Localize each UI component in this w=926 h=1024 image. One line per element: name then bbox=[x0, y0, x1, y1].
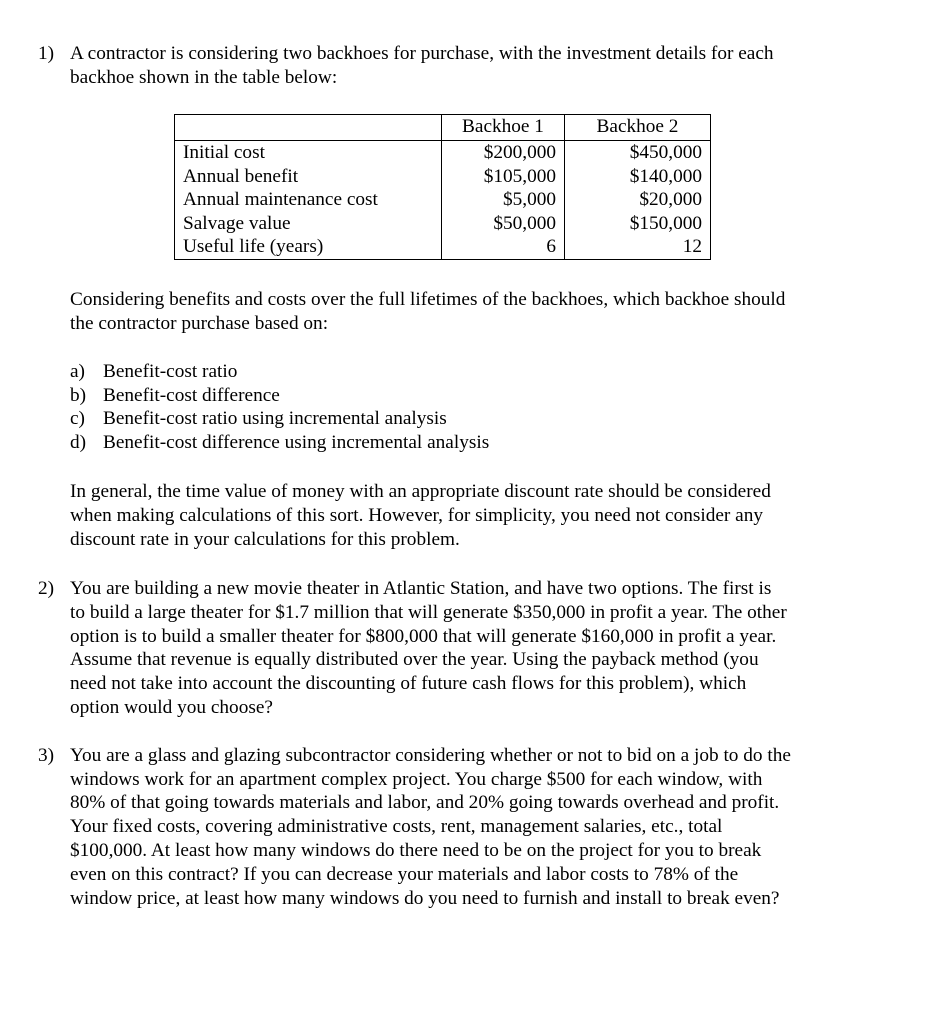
question-text-line: windows work for an apartment complex project. You charge $500 for each window, with bbox=[70, 769, 763, 790]
table-cell-value: $5,000 bbox=[442, 188, 565, 212]
option-text: Benefit-cost difference using incremental analysis bbox=[103, 432, 490, 453]
question-text-line: $100,000. At least how many windows do there need to be on the project for you to break bbox=[70, 840, 762, 861]
table-cell-value: 6 bbox=[442, 235, 565, 259]
option-label: a) bbox=[70, 361, 85, 382]
table-row bbox=[175, 212, 711, 236]
table-cell-label: Useful life (years) bbox=[175, 235, 442, 259]
table-row bbox=[175, 235, 711, 259]
note-text-line: when making calculations of this sort. However, for simplicity, you need not consider any bbox=[70, 505, 764, 526]
option-label: b) bbox=[70, 385, 87, 406]
option-label: d) bbox=[70, 432, 87, 453]
question-text-line: Considering benefits and costs over the full lifetimes of the backhoes, which backhoe should bbox=[70, 289, 786, 310]
note-text-line: discount rate in your calculations for this problem. bbox=[70, 529, 460, 550]
table-row bbox=[175, 188, 711, 212]
question-text-line: window price, at least how many windows do you need to furnish and install to break even? bbox=[70, 888, 780, 909]
table-cell-value: $150,000 bbox=[565, 212, 711, 236]
table-cell-label: Annual maintenance cost bbox=[175, 188, 442, 212]
option-text: Benefit-cost ratio using incremental analysis bbox=[103, 408, 447, 429]
question-text-line: Assume that revenue is equally distributed over the year. Using the payback method (you bbox=[70, 649, 759, 670]
question-text-line: Your fixed costs, covering administrative costs, rent, management salaries, etc., total bbox=[70, 816, 723, 837]
backhoe-table bbox=[174, 114, 711, 260]
table-cell-value: 12 bbox=[565, 235, 711, 259]
table-cell-value: $50,000 bbox=[442, 212, 565, 236]
question-text-line: to build a large theater for $1.7 million that will generate $350,000 in profit a year. The other bbox=[70, 602, 787, 623]
question-text-line: backhoe shown in the table below: bbox=[70, 67, 338, 88]
table-header-row bbox=[175, 115, 711, 141]
note-text-line: In general, the time value of money with an appropriate discount rate should be considered bbox=[70, 481, 771, 502]
question-number: 3) bbox=[38, 745, 55, 766]
question-text-line: 80% of that going towards materials and labor, and 20% going towards overhead and profit. bbox=[70, 792, 780, 813]
question-text-line: need not take into account the discounting of future cash flows for this problem), which bbox=[70, 673, 747, 694]
table-header-cell bbox=[175, 115, 442, 141]
table-header-cell: Backhoe 2 bbox=[565, 115, 711, 141]
table-cell-value: $450,000 bbox=[565, 141, 711, 165]
question-number: 2) bbox=[38, 578, 55, 599]
question-text-line: the contractor purchase based on: bbox=[70, 313, 329, 334]
table-cell-value: $140,000 bbox=[565, 165, 711, 189]
table-cell-value: $200,000 bbox=[442, 141, 565, 165]
table-cell-value: $20,000 bbox=[565, 188, 711, 212]
question-text-line: A contractor is considering two backhoes for purchase, with the investment details for each bbox=[70, 43, 774, 64]
table-cell-label: Annual benefit bbox=[175, 165, 442, 189]
question-text-line: option is to build a smaller theater for $800,000 that will generate $160,000 in profit a year. bbox=[70, 626, 777, 647]
question-text-line: even on this contract? If you can decrease your materials and labor costs to 78% of the bbox=[70, 864, 739, 885]
table-cell-label: Initial cost bbox=[175, 141, 442, 165]
question-text-line: You are building a new movie theater in Atlantic Station, and have two options. The first is bbox=[70, 578, 772, 599]
table-cell-value: $105,000 bbox=[442, 165, 565, 189]
option-label: c) bbox=[70, 408, 85, 429]
table-header-cell: Backhoe 1 bbox=[442, 115, 565, 141]
option-text: Benefit-cost ratio bbox=[103, 361, 238, 382]
table-row bbox=[175, 165, 711, 189]
question-text-line: option would you choose? bbox=[70, 697, 273, 718]
option-text: Benefit-cost difference bbox=[103, 385, 280, 406]
question-text-line: You are a glass and glazing subcontractor considering whether or not to bid on a job to do the bbox=[70, 745, 791, 766]
question-number: 1) bbox=[38, 43, 55, 64]
table-cell-label: Salvage value bbox=[175, 212, 442, 236]
table-row bbox=[175, 141, 711, 165]
